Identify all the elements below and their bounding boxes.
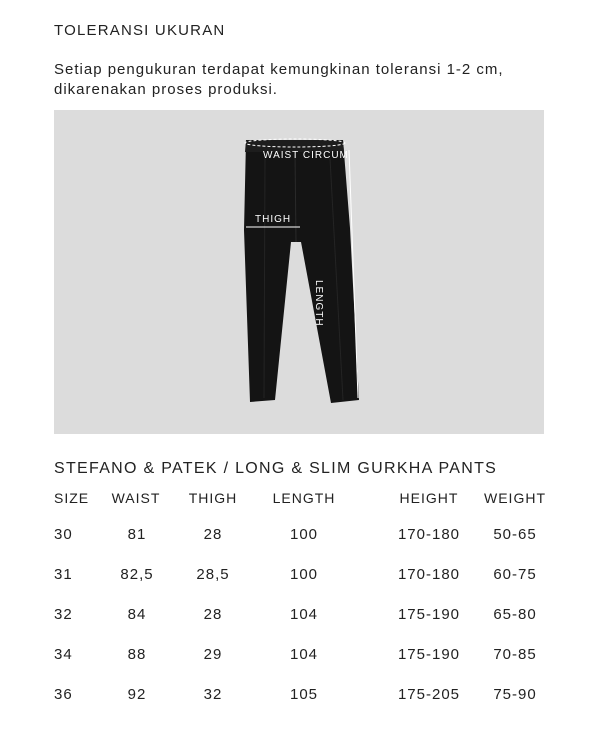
length-cell: 104: [289, 606, 319, 623]
thigh-label: THIGH: [255, 214, 292, 225]
height-cell: 175-190: [397, 646, 461, 663]
table-row: [0, 686, 600, 726]
length-cell: 100: [289, 526, 319, 543]
waist-cell: 88: [127, 646, 147, 663]
size-cell: 32: [54, 606, 73, 623]
waist-cell: 92: [127, 686, 147, 703]
size-cell: 36: [54, 686, 73, 703]
column-header-height: HEIGHT: [399, 490, 459, 506]
weight-cell: 75-90: [493, 686, 537, 703]
height-cell: 170-180: [397, 566, 461, 583]
height-cell: 175-190: [397, 606, 461, 623]
length-label: LENGTH: [313, 280, 324, 327]
table-row: [0, 646, 600, 686]
weight-cell: 50-65: [493, 526, 537, 543]
column-header-weight: WEIGHT: [484, 490, 546, 506]
thigh-cell: 29: [203, 646, 223, 663]
pants-shape: [244, 140, 359, 403]
column-header-size: SIZE: [54, 490, 90, 506]
table-row: [0, 606, 600, 646]
size-cell: 30: [54, 526, 73, 543]
size-cell: 31: [54, 566, 73, 583]
length-cell: 104: [289, 646, 319, 663]
table-row: [0, 566, 600, 606]
pants-measurement-image: [54, 110, 544, 434]
waist-cell: 81: [127, 526, 147, 543]
weight-cell: 65-80: [493, 606, 537, 623]
thigh-cell: 28,5: [196, 566, 230, 583]
size-cell: 34: [54, 646, 73, 663]
column-header-waist: WAIST: [111, 490, 161, 506]
waist-label: WAIST CIRCUM: [263, 150, 349, 161]
thigh-cell: 32: [203, 686, 223, 703]
height-cell: 175-205: [397, 686, 461, 703]
length-cell: 105: [289, 686, 319, 703]
thigh-cell: 28: [203, 526, 223, 543]
page-heading: TOLERANSI UKURAN: [54, 22, 226, 39]
weight-cell: 70-85: [493, 646, 537, 663]
table-row: [0, 526, 600, 566]
column-header-length: LENGTH: [272, 490, 336, 506]
table-header: [0, 490, 600, 518]
size-table: [0, 490, 600, 726]
column-header-thigh: THIGH: [188, 490, 238, 506]
height-cell: 170-180: [397, 526, 461, 543]
waist-cell: 82,5: [120, 566, 154, 583]
tolerance-note: Setiap pengukuran terdapat kemungkinan toleransi 1-2 cm, dikarenakan proses produksi.: [54, 61, 504, 98]
waist-cell: 84: [127, 606, 147, 623]
thigh-cell: 28: [203, 606, 223, 623]
length-cell: 100: [289, 566, 319, 583]
weight-cell: 60-75: [493, 566, 537, 583]
product-title: STEFANO & PATEK / LONG & SLIM GURKHA PANTS: [54, 460, 498, 477]
